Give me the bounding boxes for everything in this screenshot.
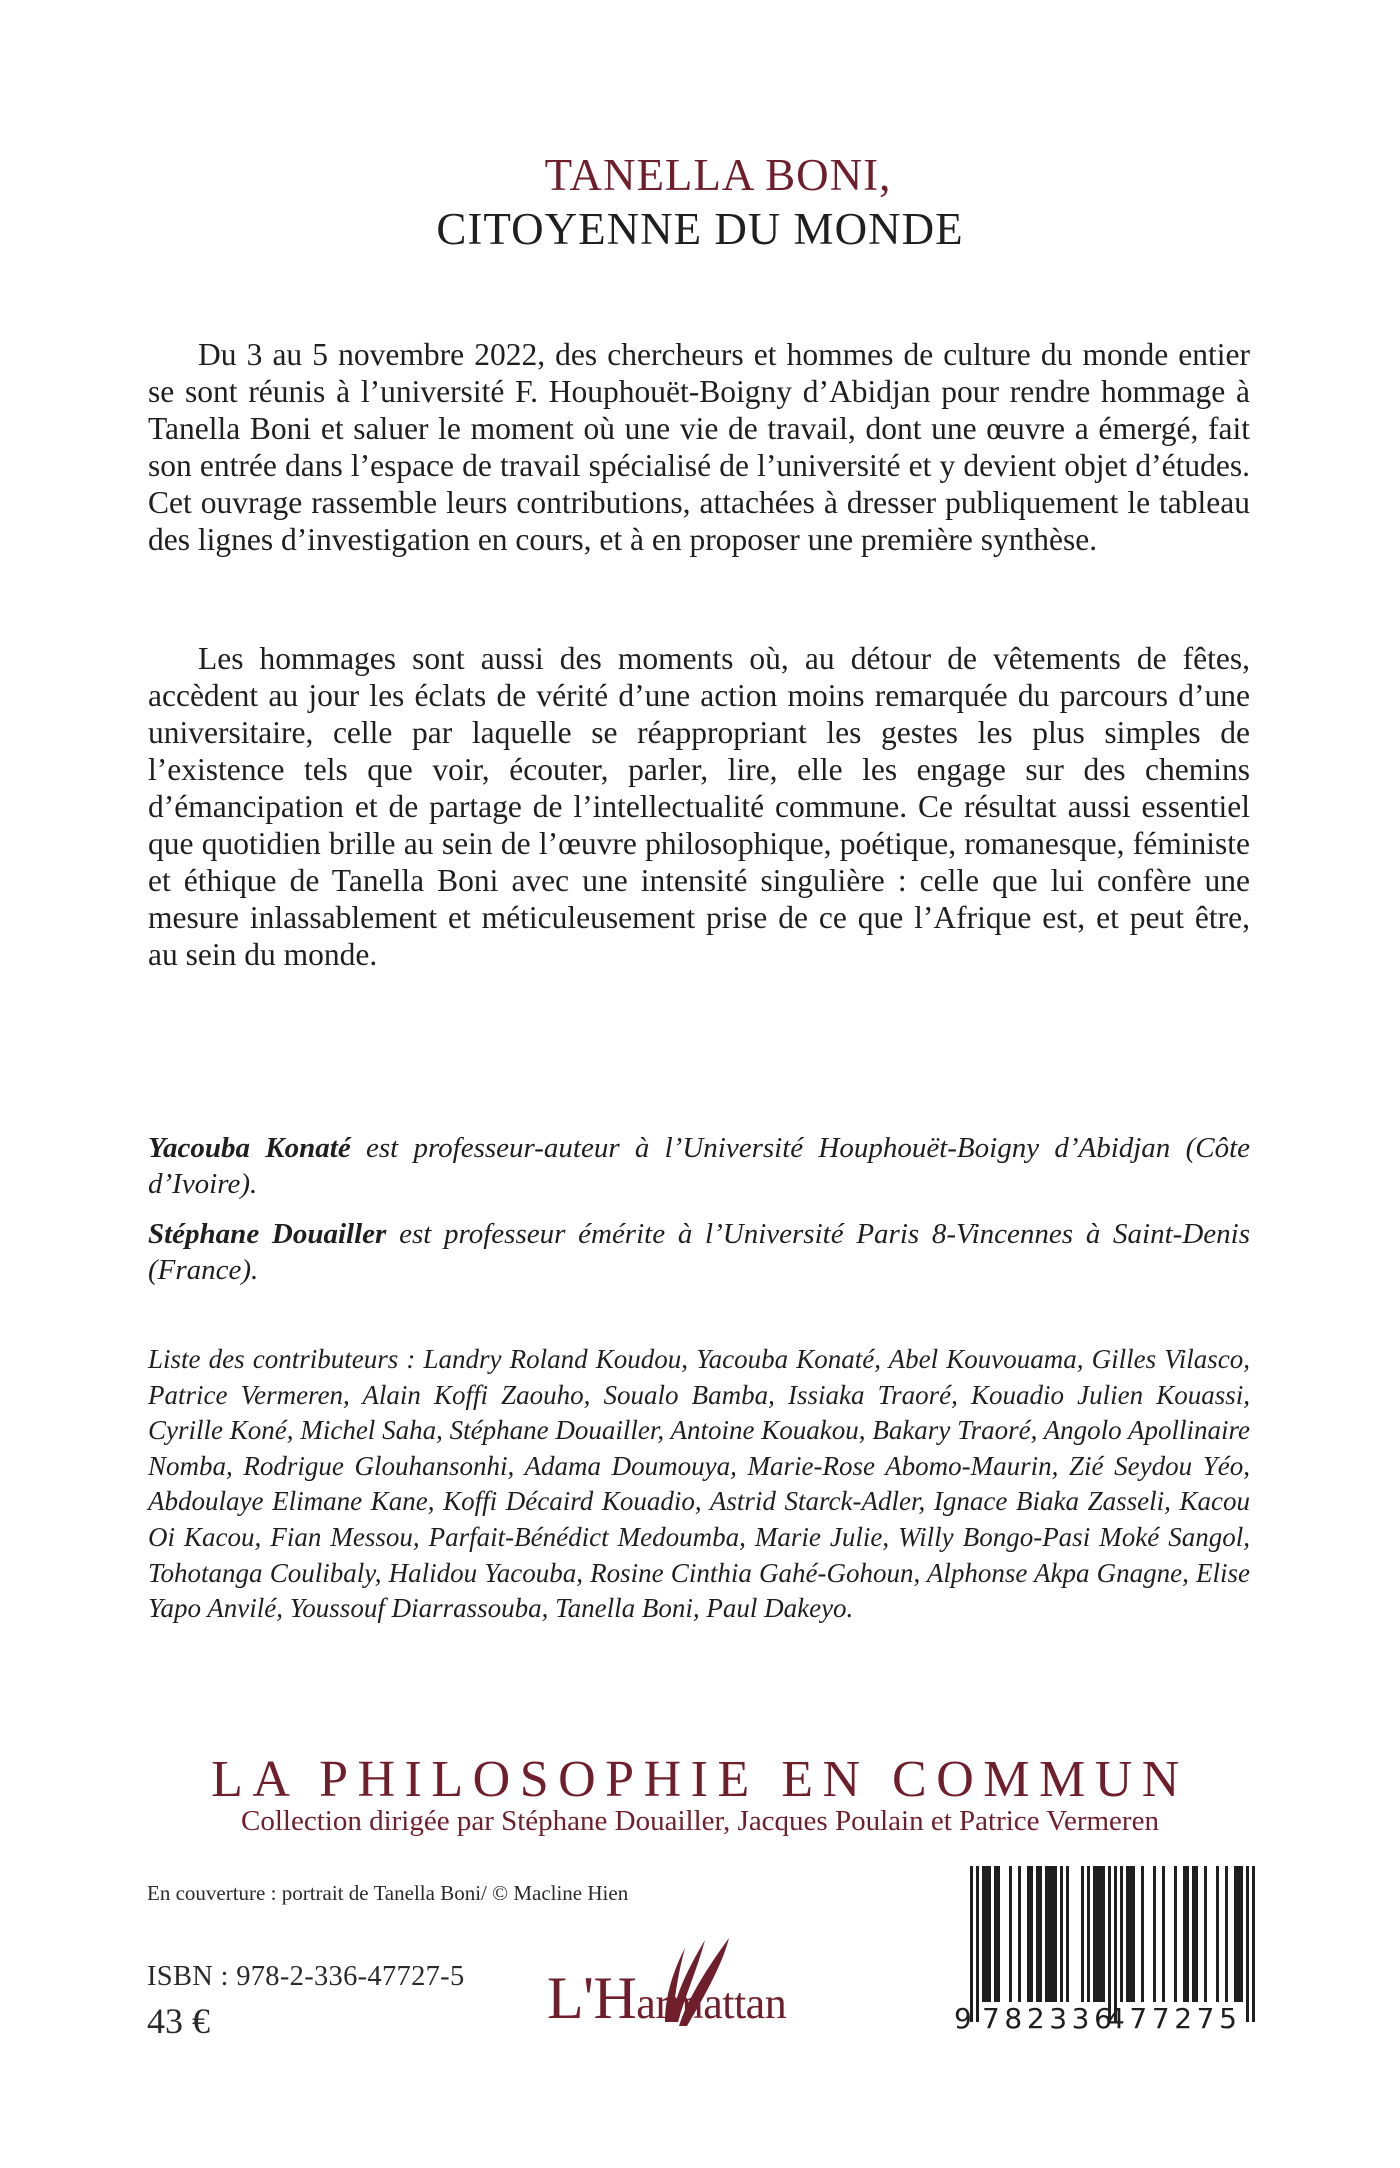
barcode-bar xyxy=(1132,1866,1135,2002)
barcode-bar xyxy=(1087,1866,1090,2002)
price: 43 € xyxy=(147,2001,210,2041)
barcode-bar xyxy=(1240,1866,1243,2002)
cover-credit: En couverture : portrait de Tanella Boni/ © Macline Hien xyxy=(147,1881,629,1905)
barcode-bar xyxy=(1186,1866,1189,2002)
barcode-bar xyxy=(1141,1866,1144,2002)
book-title: TANELLA BONI, xyxy=(544,150,892,200)
blurb-paragraph-2 xyxy=(148,640,1250,973)
barcode-bar xyxy=(1108,1866,1111,2022)
author-description: est professeur émérite à l’Université Paris 8-Vincennes à Saint-Denis (France). xyxy=(148,1218,1250,1286)
barcode-bar xyxy=(1174,1866,1177,2002)
barcode-bar xyxy=(970,1866,973,2022)
barcode-bar xyxy=(1195,1866,1198,2002)
barcode-bars xyxy=(952,1866,1252,2022)
barcode-bar xyxy=(1066,1866,1069,2002)
barcode-bar xyxy=(1039,1866,1042,2002)
barcode-right-digits: 477275 xyxy=(1107,2002,1242,2035)
barcode-bar xyxy=(1216,1866,1219,2002)
author-bio-1 xyxy=(148,1130,1250,1202)
barcode-bar xyxy=(1081,1866,1084,2002)
barcode-bar xyxy=(1246,1866,1249,2022)
barcode-bar xyxy=(1054,1866,1057,2002)
barcode-bar xyxy=(1102,1866,1105,2002)
barcode-bar xyxy=(1060,1866,1063,2002)
barcode-bar xyxy=(1030,1866,1033,2002)
barcode-bar xyxy=(997,1866,1000,2002)
barcode-bar xyxy=(1153,1866,1156,2002)
author-name: Yacouba Konaté xyxy=(148,1132,351,1164)
author-description: est professeur-auteur à l’Université Houphouët-Boigny d’Abidjan (Côte d’Ivoire). xyxy=(148,1132,1250,1200)
barcode-bar xyxy=(976,1866,979,2022)
isbn: ISBN : 978-2-336-47727-5 xyxy=(147,1961,465,1992)
collection-directors: Collection dirigée par Stéphane Douailler, Jacques Poulain et Patrice Vermeren xyxy=(241,1805,1159,1837)
barcode-left-digits: 782336 xyxy=(982,2002,1117,2035)
barcode-bar xyxy=(1204,1866,1207,2002)
author-name: Stéphane Douailler xyxy=(148,1218,387,1250)
paragraph-text: Les hommages sont aussi des moments où, au détour de vêtements de fêtes, accèdent au jour les éclats de vérité d’une action moins remarquée du parcours d’une universitaire, celle par laquelle se réappropriant les gestes les plus simples de l’existence tels que voir, écouter, parler, lire, elle les engage sur des chemins d’émancipation et de partage de l’intellectualité commune. Ce résultat aussi essentiel que quotidien brille au sein de l’œuvre philosophique, poétique, romanesque, féministe et éthique de Tanella Boni avec une intensité singulière : celle que lui confère une mesure inlassablement et méticuleusement prise de ce que l’Afrique est, et peut être, au sein du monde. xyxy=(148,641,1250,972)
publisher-name: L'Harmattan xyxy=(547,1965,787,2031)
book-subtitle: CITOYENNE DU MONDE xyxy=(436,204,964,254)
barcode-first-digit: 9 xyxy=(954,2002,977,2035)
blurb-paragraph-1 xyxy=(148,336,1250,558)
barcode-bar xyxy=(1018,1866,1021,2002)
barcode-bar xyxy=(1252,1866,1255,2022)
publisher-logo xyxy=(547,1930,847,2040)
contributors-text: Liste des contributeurs : Landry Roland Koudou, Yacouba Konaté, Abel Kouvouama, Gilles Vilasco, Patrice Vermeren, Alain Koffi Zaouho, Soualo Bamba, Issiaka Traoré, Kouadio Julien Kouassi, Cyrille Koné, Michel Saha, Stéphane Douailler, Antoine Kouakou, Bakary Traoré, Angolo Apollinaire Nomba, Rodrigue Glouhansonhi, Adama Doumouya, Marie-Rose Abomo-Maurin, Zié Seydou Yéo, Abdoulaye Elimane Kane, Koffi Décaird Kouadio, Astrid Starck-Adler, Ignace Biaka Zasseli, Kacou Oi Kacou, Fian Messou, Parfait-Bénédict Medoumba, Marie Julie, Willy Bongo-Pasi Moké Sangol, Tohotanga Coulibaly, Halidou Yacouba, Rosine Cinthia Gahé-Gohoun, Alphonse Akpa Gnagne, Elise Yapo Anvilé, Youssouf Diarrassouba, Tanella Boni, Paul Dakeyo. xyxy=(148,1344,1250,1624)
barcode-bar xyxy=(1225,1866,1228,2002)
author-bio-2 xyxy=(148,1216,1250,1288)
contributors-list xyxy=(148,1342,1250,1627)
barcode-bar xyxy=(1114,1866,1117,2022)
barcode-bar xyxy=(1009,1866,1012,2002)
barcode-bar xyxy=(1162,1866,1165,2002)
isbn-barcode xyxy=(952,1862,1252,2037)
barcode-bar xyxy=(1120,1866,1123,2002)
paragraph-text: Du 3 au 5 novembre 2022, des chercheurs et hommes de culture du monde entier se sont réunis à l’université F. Houphouët-Boigny d’Abidjan pour rendre hommage à Tanella Boni et saluer le moment où une vie de travail, dont une œuvre a émergé, fait son entrée dans l’espace de travail spécialisé de l’université et y devient objet d’études. Cet ouvrage rassemble leurs contributions, attachées à dresser publiquement le tableau des lignes d’investigation en cours, et à en proposer une première synthèse. xyxy=(148,337,1250,557)
barcode-bar xyxy=(988,1866,991,2002)
collection-title: LA PHILOSOPHIE EN COMMUN xyxy=(211,1751,1189,1808)
